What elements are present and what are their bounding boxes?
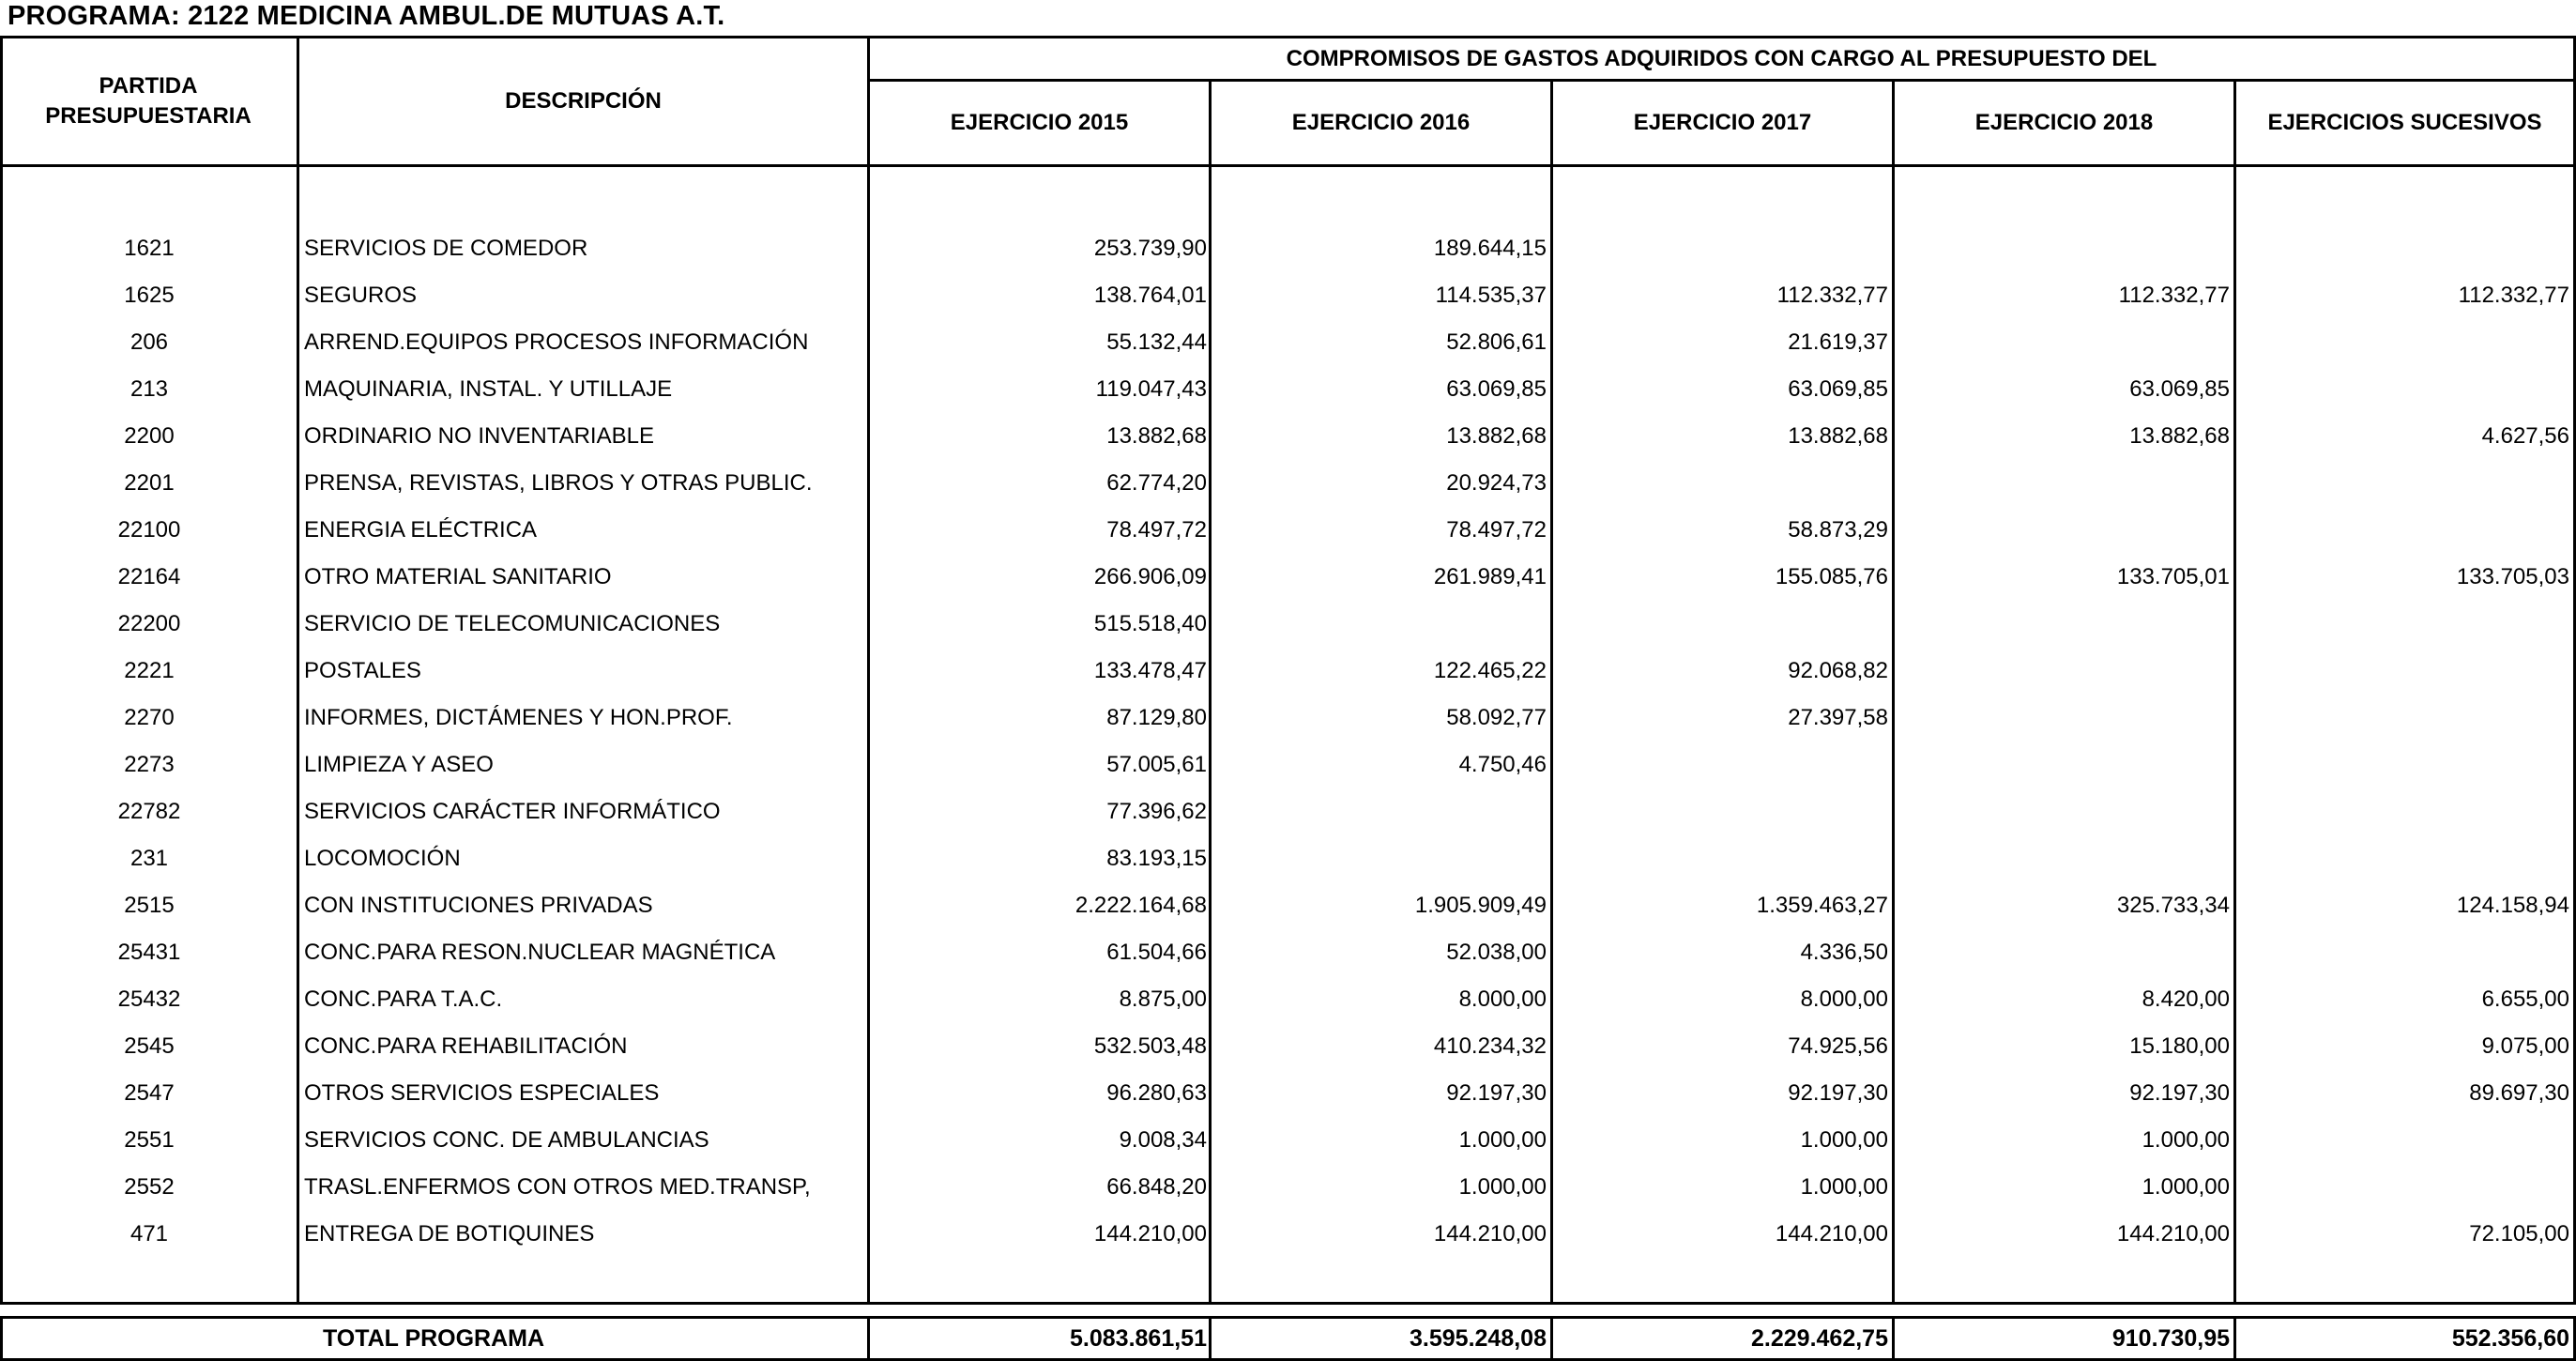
header-year-2015: EJERCICIO 2015 <box>950 110 1129 135</box>
partida-code: 25432 <box>117 986 181 1012</box>
partida-code: 2547 <box>124 1080 175 1106</box>
amount-2016: 8.000,00 <box>1458 986 1547 1012</box>
table-row <box>0 929 2576 976</box>
amount-2018: 63.069,85 <box>2129 376 2230 402</box>
amount-sucesivos: 112.332,77 <box>2458 283 2569 308</box>
amount-2018: 8.420,00 <box>2142 986 2230 1012</box>
amount-2016: 13.882,68 <box>1446 423 1547 449</box>
amount-2017: 155.085,76 <box>1775 564 1888 589</box>
table-row <box>0 366 2576 413</box>
total-sucesivos: 552.356,60 <box>2451 1325 2569 1352</box>
amount-2015: 253.739,90 <box>1093 236 1207 261</box>
amount-2017: 13.882,68 <box>1788 423 1888 449</box>
total-label: TOTAL PROGRAMA <box>322 1325 545 1352</box>
partida-code: 1621 <box>124 236 175 261</box>
amount-2016: 52.806,61 <box>1446 329 1547 355</box>
amount-sucesivos: 6.655,00 <box>2481 986 2569 1012</box>
table-row <box>0 460 2576 507</box>
table-row <box>0 413 2576 460</box>
header-descripcion: DESCRIPCIÓN <box>505 88 662 114</box>
partida-code: 2515 <box>124 893 175 918</box>
amount-2017: 92.068,82 <box>1788 658 1888 683</box>
amount-2016: 63.069,85 <box>1446 376 1547 402</box>
amount-2015: 9.008,34 <box>1119 1127 1207 1153</box>
amount-2018: 92.197,30 <box>2129 1080 2230 1106</box>
partida-code: 22200 <box>117 611 181 636</box>
description: SEGUROS <box>304 283 418 308</box>
partida-code: 2201 <box>124 470 175 496</box>
amount-2016: 58.092,77 <box>1446 705 1547 730</box>
amount-sucesivos: 124.158,94 <box>2456 893 2569 918</box>
description: CONC.PARA REHABILITACIÓN <box>304 1033 628 1059</box>
partida-code: 471 <box>130 1221 169 1246</box>
header-year-2017: EJERCICIO 2017 <box>1633 110 1812 135</box>
amount-2015: 55.132,44 <box>1106 329 1207 355</box>
amount-2017: 4.336,50 <box>1800 940 1888 965</box>
table-row <box>0 601 2576 648</box>
table-row <box>0 788 2576 835</box>
amount-2015: 61.504,66 <box>1106 940 1207 965</box>
header-year-sucesivos: EJERCICIOS SUCESIVOS <box>2267 110 2542 135</box>
amount-2017: 27.397,58 <box>1788 705 1888 730</box>
amount-2017: 1.000,00 <box>1800 1174 1888 1200</box>
partida-code: 25431 <box>117 940 181 965</box>
table-row <box>0 695 2576 742</box>
description: OTROS SERVICIOS ESPECIALES <box>304 1080 660 1106</box>
amount-2017: 1.359.463,27 <box>1756 893 1888 918</box>
amount-2015: 57.005,61 <box>1106 752 1207 777</box>
description: CONC.PARA T.A.C. <box>304 986 503 1012</box>
partida-code: 2200 <box>124 423 175 449</box>
partida-code: 22100 <box>117 517 181 543</box>
description: CON INSTITUCIONES PRIVADAS <box>304 893 653 918</box>
amount-2017: 74.925,56 <box>1788 1033 1888 1059</box>
amount-2017: 92.197,30 <box>1788 1080 1888 1106</box>
description: TRASL.ENFERMOS CON OTROS MED.TRANSP, <box>304 1174 811 1200</box>
amount-2015: 77.396,62 <box>1106 799 1207 824</box>
partida-code: 22164 <box>117 564 181 589</box>
total-2018: 910.730,95 <box>2111 1325 2230 1352</box>
amount-2015: 62.774,20 <box>1106 470 1207 496</box>
amount-2015: 2.222.164,68 <box>1075 893 1207 918</box>
table-row <box>0 835 2576 882</box>
table-row <box>0 648 2576 695</box>
amount-2017: 1.000,00 <box>1800 1127 1888 1153</box>
amount-2015: 83.193,15 <box>1106 846 1207 871</box>
amount-2015: 532.503,48 <box>1093 1033 1207 1059</box>
header-compromisos: COMPROMISOS DE GASTOS ADQUIRIDOS CON CARGO AL PRESUPUESTO DEL <box>1286 45 2157 71</box>
amount-2015: 87.129,80 <box>1106 705 1207 730</box>
table-row <box>0 1164 2576 1211</box>
partida-code: 213 <box>130 376 169 402</box>
amount-2016: 1.905.909,49 <box>1414 893 1547 918</box>
partida-code: 1625 <box>124 283 175 308</box>
amount-2015: 8.875,00 <box>1119 986 1207 1012</box>
amount-2016: 144.210,00 <box>1433 1221 1547 1246</box>
table-row <box>0 1023 2576 1070</box>
amount-2017: 21.619,37 <box>1788 329 1888 355</box>
total-2017: 2.229.462,75 <box>1751 1325 1888 1352</box>
header-bottom-line <box>0 164 2576 167</box>
description: OTRO MATERIAL SANITARIO <box>304 564 612 589</box>
partida-code: 22782 <box>117 799 181 824</box>
amount-2017: 112.332,77 <box>1776 283 1888 308</box>
amount-2015: 96.280,63 <box>1106 1080 1207 1106</box>
amount-2017: 8.000,00 <box>1800 986 1888 1012</box>
amount-2018: 1.000,00 <box>2142 1174 2230 1200</box>
description: ENERGIA ELÉCTRICA <box>304 517 538 543</box>
partida-code: 231 <box>130 846 169 871</box>
amount-2015: 13.882,68 <box>1106 423 1207 449</box>
amount-sucesivos: 9.075,00 <box>2481 1033 2569 1059</box>
description: INFORMES, DICTÁMENES Y HON.PROF. <box>304 705 733 730</box>
description: SERVICIOS DE COMEDOR <box>304 236 588 261</box>
table-row <box>0 1117 2576 1164</box>
amount-2015: 138.764,01 <box>1093 283 1207 308</box>
partida-code: 2221 <box>124 658 175 683</box>
description: LOCOMOCIÓN <box>304 846 461 871</box>
amount-sucesivos: 72.105,00 <box>2469 1221 2569 1246</box>
amount-2018: 1.000,00 <box>2142 1127 2230 1153</box>
total-2016: 3.595.248,08 <box>1410 1325 1547 1352</box>
amount-2016: 114.535,37 <box>1435 283 1547 308</box>
program-title: PROGRAMA: 2122 MEDICINA AMBUL.DE MUTUAS A.T. <box>8 1 725 31</box>
header-partida: PARTIDA PRESUPUESTARIA <box>45 73 252 129</box>
table-row <box>0 554 2576 601</box>
amount-2018: 15.180,00 <box>2129 1033 2230 1059</box>
description: SERVICIO DE TELECOMUNICACIONES <box>304 611 721 636</box>
amount-2015: 144.210,00 <box>1093 1221 1207 1246</box>
partida-code: 2273 <box>124 752 175 777</box>
amount-2016: 261.989,41 <box>1433 564 1547 589</box>
description: ENTREGA DE BOTIQUINES <box>304 1221 595 1246</box>
amount-2016: 410.234,32 <box>1433 1033 1547 1059</box>
table-row <box>0 1070 2576 1117</box>
table-row <box>0 507 2576 554</box>
amount-2015: 66.848,20 <box>1106 1174 1207 1200</box>
description: ARREND.EQUIPOS PROCESOS INFORMACIÓN <box>304 329 809 355</box>
amount-2016: 78.497,72 <box>1446 517 1547 543</box>
description: ORDINARIO NO INVENTARIABLE <box>304 423 654 449</box>
amount-2016: 122.465,22 <box>1433 658 1547 683</box>
amount-2016: 52.038,00 <box>1446 940 1547 965</box>
amount-2016: 20.924,73 <box>1446 470 1547 496</box>
table-row <box>0 1211 2576 1258</box>
description: MAQUINARIA, INSTAL. Y UTILLAJE <box>304 376 673 402</box>
description: LIMPIEZA Y ASEO <box>304 752 494 777</box>
amount-2018: 325.733,34 <box>2116 893 2230 918</box>
amount-2018: 13.882,68 <box>2129 423 2230 449</box>
partida-code: 2545 <box>124 1033 175 1059</box>
amount-2016: 1.000,00 <box>1458 1174 1547 1200</box>
description: POSTALES <box>304 658 421 683</box>
table-row <box>0 272 2576 319</box>
amount-2015: 119.047,43 <box>1095 376 1207 402</box>
amount-sucesivos: 133.705,03 <box>2456 564 2569 589</box>
amount-2016: 92.197,30 <box>1446 1080 1547 1106</box>
amount-sucesivos: 89.697,30 <box>2469 1080 2569 1106</box>
amount-2018: 133.705,01 <box>2116 564 2230 589</box>
total-2015: 5.083.861,51 <box>1070 1325 1207 1352</box>
amount-2015: 78.497,72 <box>1106 517 1207 543</box>
table-row <box>0 882 2576 929</box>
table-row <box>0 319 2576 366</box>
amount-sucesivos: 4.627,56 <box>2481 423 2569 449</box>
total-row <box>0 1316 2576 1361</box>
amount-2016: 1.000,00 <box>1458 1127 1547 1153</box>
partida-code: 206 <box>130 329 169 355</box>
table-row <box>0 225 2576 272</box>
partida-code: 2551 <box>124 1127 175 1153</box>
description: PRENSA, REVISTAS, LIBROS Y OTRAS PUBLIC. <box>304 470 813 496</box>
amount-2017: 144.210,00 <box>1775 1221 1888 1246</box>
amount-2016: 189.644,15 <box>1433 236 1547 261</box>
amount-2018: 144.210,00 <box>2116 1221 2230 1246</box>
header-year-2016: EJERCICIO 2016 <box>1291 110 1471 135</box>
amount-2015: 515.518,40 <box>1093 611 1207 636</box>
amount-2016: 4.750,46 <box>1458 752 1547 777</box>
amount-2017: 63.069,85 <box>1788 376 1888 402</box>
header-year-2018: EJERCICIO 2018 <box>1974 110 2154 135</box>
amount-2015: 133.478,47 <box>1093 658 1207 683</box>
description: CONC.PARA RESON.NUCLEAR MAGNÉTICA <box>304 940 776 965</box>
table-row <box>0 742 2576 788</box>
partida-code: 2270 <box>124 705 175 730</box>
amount-2015: 266.906,09 <box>1093 564 1207 589</box>
amount-2018: 112.332,77 <box>2118 283 2230 308</box>
table-row <box>0 976 2576 1023</box>
partida-code: 2552 <box>124 1174 175 1200</box>
amount-2017: 58.873,29 <box>1788 517 1888 543</box>
description: SERVICIOS CONC. DE AMBULANCIAS <box>304 1127 709 1153</box>
description: SERVICIOS CARÁCTER INFORMÁTICO <box>304 799 721 824</box>
